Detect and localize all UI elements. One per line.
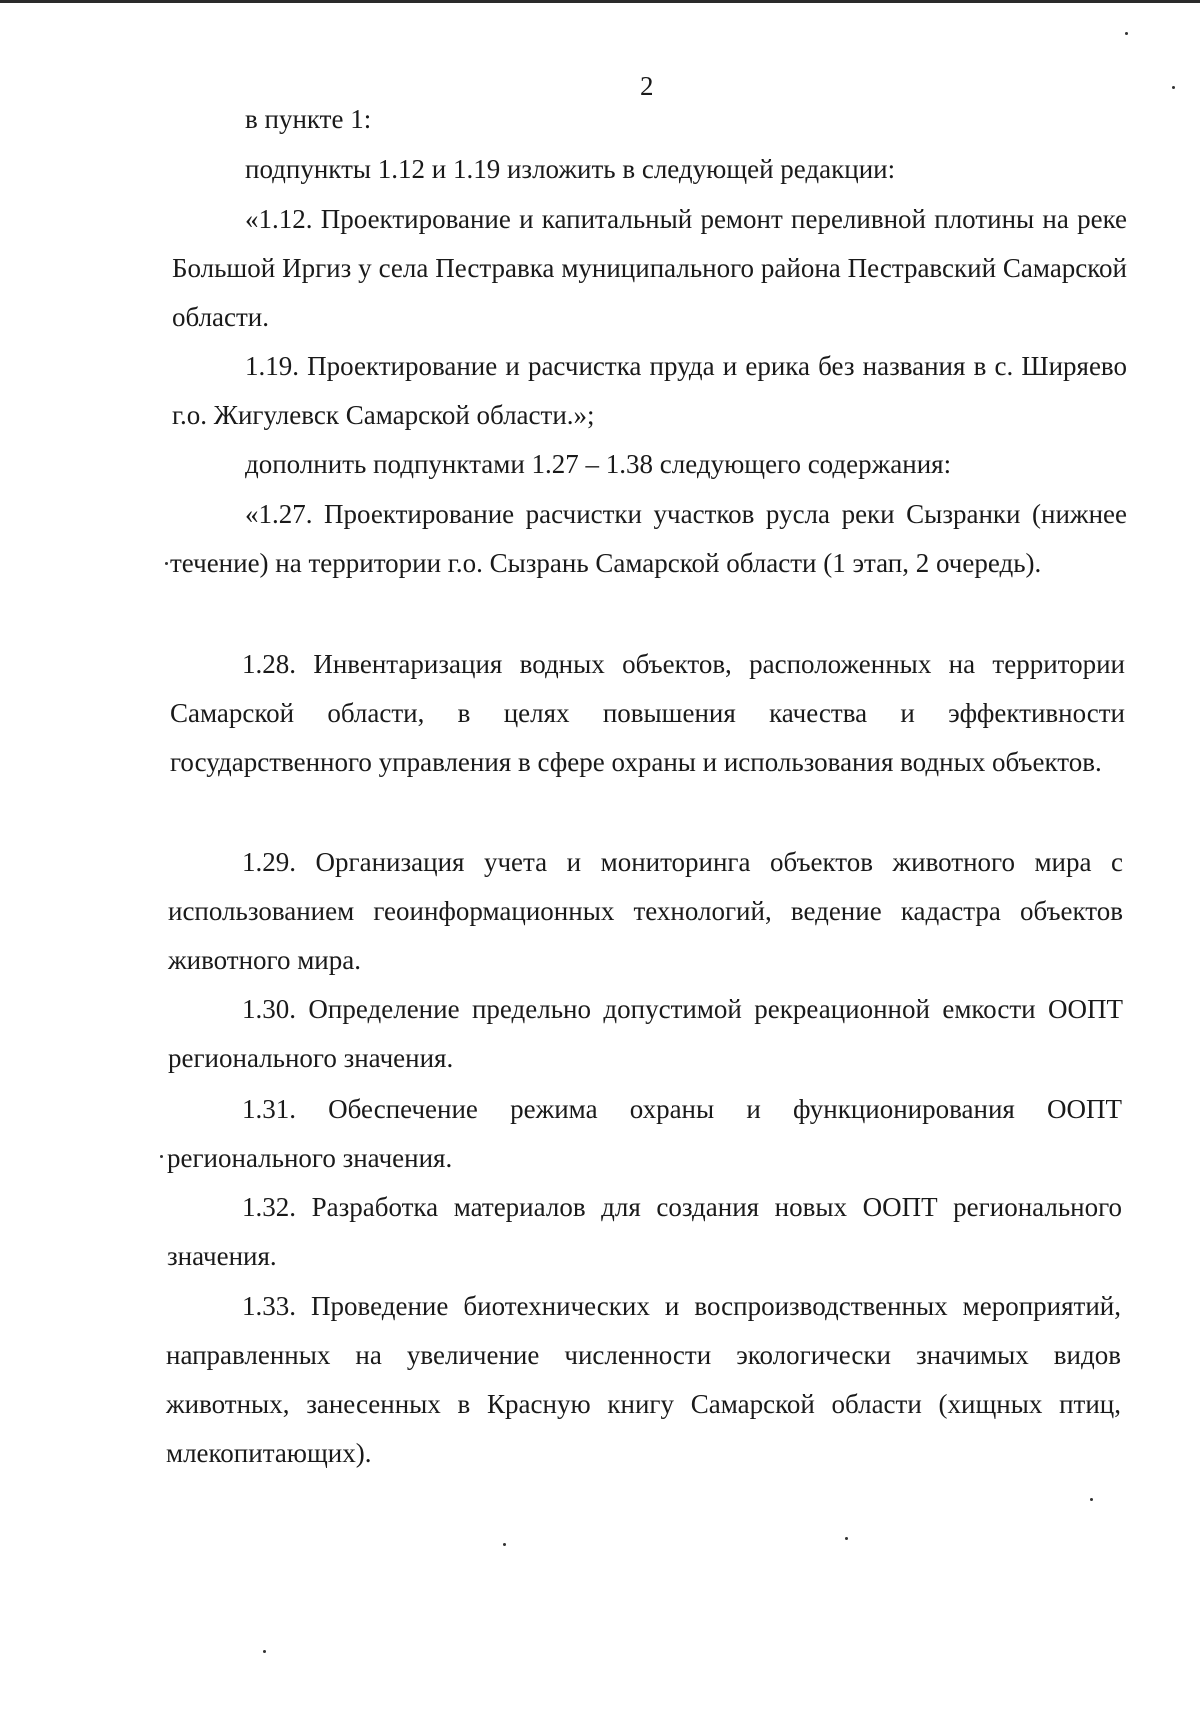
scan-speck bbox=[263, 1650, 266, 1653]
paragraph-8: 1.30. Определение предельно допустимой рекреационной емкости ООПТ регионального значения. bbox=[168, 994, 1123, 1073]
paragraph-7: 1.29. Организация учета и мониторинга объектов животного мира с использованием геоинформационных технологий, ведение кадастра объектов животного мира. bbox=[168, 847, 1123, 975]
scan-speck bbox=[503, 1543, 506, 1546]
paragraph-6: 1.28. Инвентаризация водных объектов, расположенных на территории Самарской области, в целях повышения качества и эффективности государственного управления в сфере охраны и использования водных объектов. bbox=[170, 649, 1125, 777]
scan-speck bbox=[160, 1155, 163, 1158]
paragraph-3: 1.19. Проектирование и расчистка пруда и ерика без названия в с. Ширяево г.о. Жигулевск Самарской области.»; bbox=[172, 351, 1127, 430]
paragraph-10: 1.32. Разработка материалов для создания новых ООПТ регионального значения. bbox=[167, 1192, 1122, 1271]
paragraph-4: дополнить подпунктами 1.27 – 1.38 следующего содержания: bbox=[245, 449, 952, 479]
paragraph-5: «1.27. Проектирование расчистки участков русла реки Сызранки (нижнее течение) на территории г.о. Сызрань Самарской области (1 этап, 2 очередь). bbox=[170, 499, 1127, 578]
paragraph-11: 1.33. Проведение биотехнических и воспроизводственных мероприятий, направленных на увеличение численности экологически значимых видов животных, занесенных в Красную книгу Самарской области (хищных птиц, млекопитающих). bbox=[166, 1291, 1121, 1468]
scan-speck bbox=[1172, 86, 1175, 89]
scan-speck bbox=[1090, 1498, 1093, 1501]
paragraph-2: «1.12. Проектирование и капитальный ремонт переливной плотины на реке Большой Иргиз у села Пестравка муниципального района Пестравский Самарской области. bbox=[172, 204, 1127, 332]
paragraph-1: подпункты 1.12 и 1.19 изложить в следующей редакции: bbox=[245, 154, 896, 184]
scan-speck bbox=[1125, 32, 1128, 35]
top-scan-border bbox=[0, 0, 1200, 3]
page-number: 2 bbox=[640, 71, 654, 101]
paragraph-9: 1.31. Обеспечение режима охраны и функционирования ООПТ регионального значения. bbox=[167, 1094, 1122, 1173]
intro-line: в пункте 1: bbox=[245, 104, 372, 134]
scan-speck bbox=[845, 1537, 848, 1540]
scan-speck bbox=[165, 562, 168, 565]
